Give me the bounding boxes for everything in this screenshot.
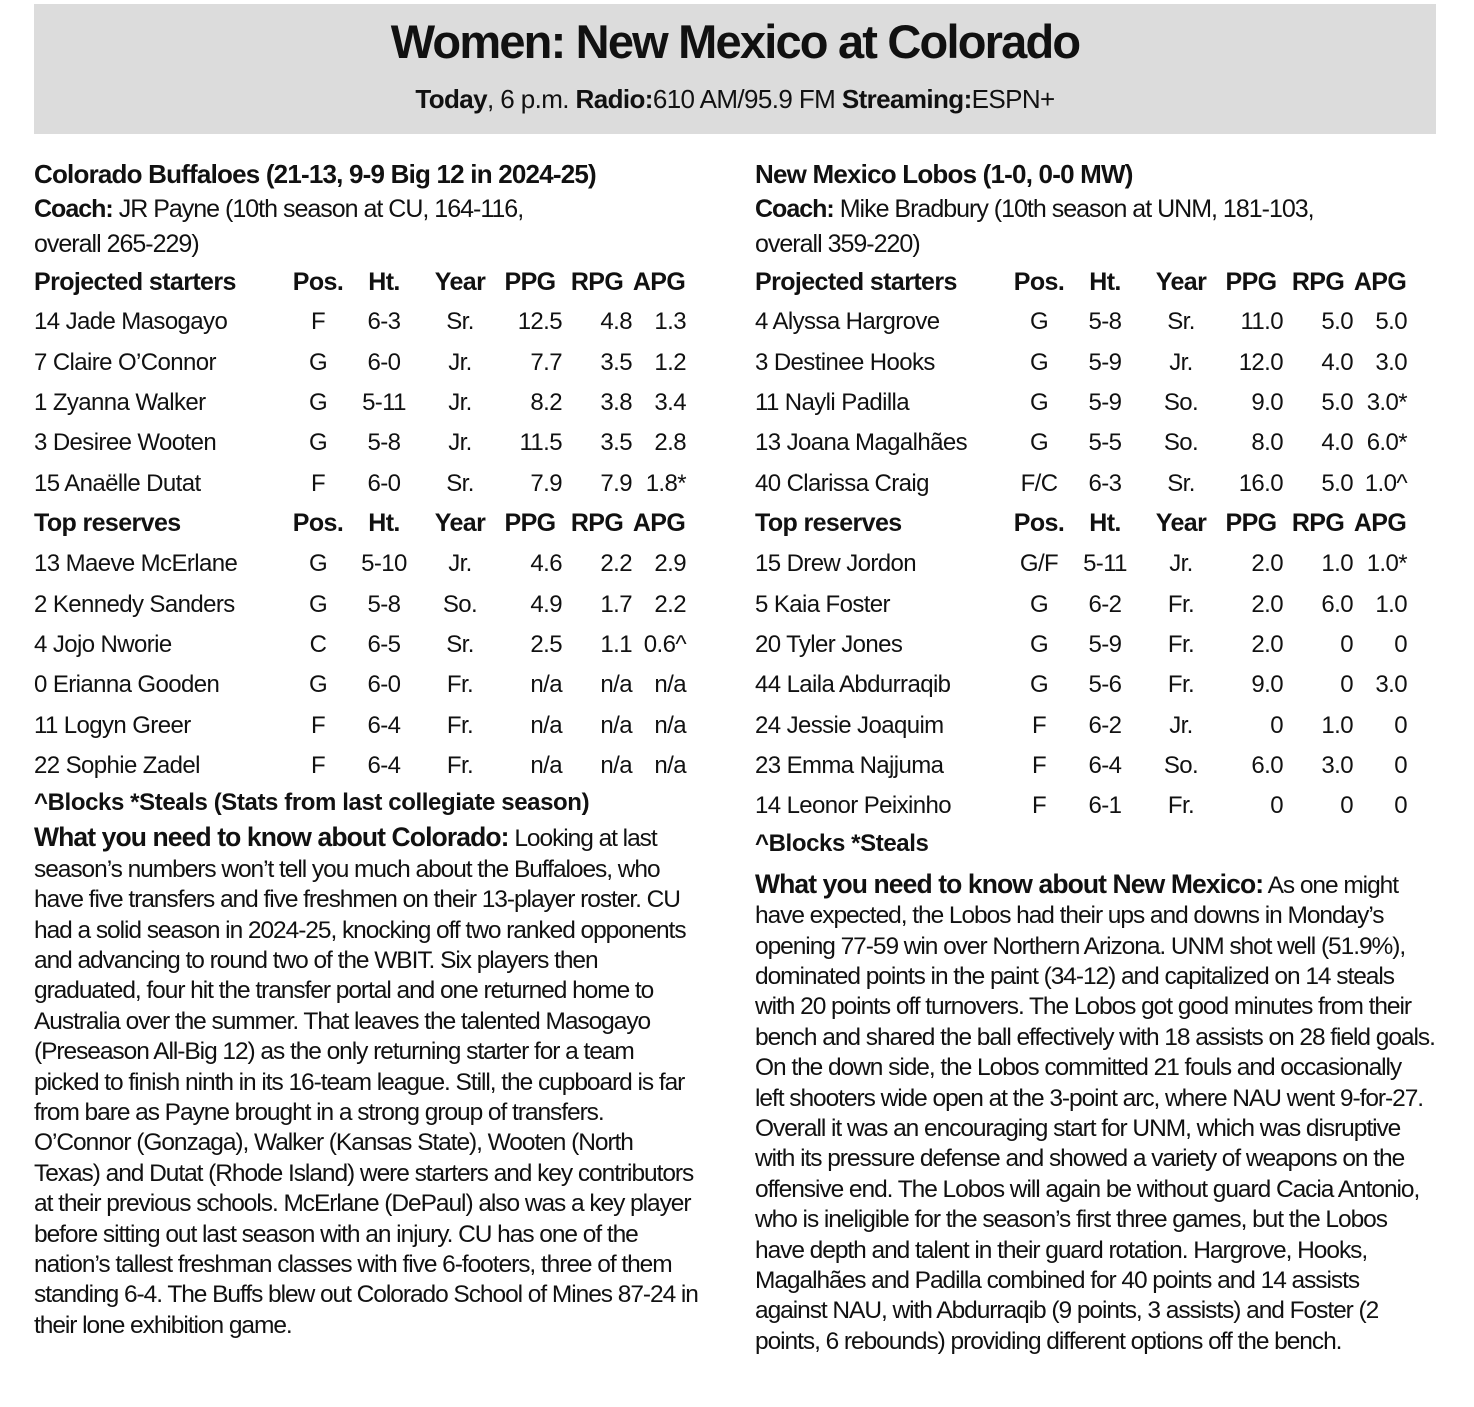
- starters-table: [755, 262, 1407, 504]
- player-row: [34, 342, 686, 382]
- column-header: PPG: [1225, 509, 1277, 538]
- apg-cell: n/a: [654, 671, 686, 699]
- column-header: PPG: [1225, 267, 1277, 296]
- apg-cell: n/a: [654, 711, 686, 739]
- position-cell: C: [309, 630, 327, 658]
- apg-cell: 0: [1394, 752, 1407, 780]
- ppg-cell: 9.0: [1251, 388, 1283, 416]
- team-heading: New Mexico Lobos (1-0, 0-0 MW): [755, 159, 1133, 189]
- rpg-cell: 0: [1340, 671, 1353, 699]
- ppg-cell: n/a: [530, 752, 562, 780]
- rpg-cell: n/a: [600, 711, 632, 739]
- column-header: Top reserves: [34, 509, 181, 538]
- coach-label: Coach:: [755, 195, 834, 223]
- player-row: [755, 544, 1407, 584]
- year-cell: So.: [442, 590, 478, 618]
- position-cell: F: [310, 308, 326, 336]
- player-name-cell: 3 Desiree Wooten: [34, 429, 217, 457]
- ppg-cell: 2.0: [1251, 630, 1283, 658]
- player-row: [755, 383, 1407, 423]
- starters-table: [34, 262, 686, 504]
- column-header: Pos.: [292, 267, 344, 296]
- year-cell: Fr.: [446, 711, 474, 739]
- player-name-cell: 13 Joana Magalhães: [755, 429, 968, 457]
- player-row: [34, 464, 686, 504]
- coach-value: Mike Bradbury (10th season at UNM, 181-103,: [839, 195, 1314, 223]
- stats-footnote: ^Blocks *Steals (Stats from last collegiate season): [34, 789, 590, 817]
- rpg-cell: 1.0: [1321, 550, 1353, 578]
- position-cell: G/F: [1019, 550, 1059, 578]
- apg-cell: 2.2: [654, 590, 686, 618]
- player-row: [755, 706, 1407, 746]
- height-cell: 6-4: [367, 711, 401, 739]
- rpg-cell: 0: [1340, 630, 1353, 658]
- broadcast-info: [34, 84, 1436, 115]
- player-row: [755, 665, 1407, 705]
- year-cell: Jr.: [448, 388, 472, 416]
- year-cell: So.: [1163, 429, 1199, 457]
- player-name-cell: 15 Drew Jordon: [755, 550, 917, 578]
- rpg-cell: n/a: [600, 671, 632, 699]
- player-name-cell: 1 Zyanna Walker: [34, 388, 206, 416]
- coach-value: JR Payne (10th season at CU, 164-116,: [118, 195, 524, 223]
- year-cell: Jr.: [1169, 711, 1193, 739]
- ppg-cell: 11.0: [1240, 308, 1283, 336]
- apg-cell: 1.0: [1375, 590, 1407, 618]
- apg-cell: 1.3: [654, 308, 686, 336]
- rpg-cell: 5.0: [1321, 388, 1353, 416]
- player-row: [34, 423, 686, 463]
- rpg-cell: 1.0: [1321, 711, 1353, 739]
- rpg-cell: 3.5: [600, 348, 632, 376]
- position-cell: G: [1029, 308, 1049, 336]
- radio-label: Radio:: [575, 84, 653, 114]
- page-title: Women: New Mexico at Colorado: [390, 15, 1080, 68]
- position-cell: G: [308, 388, 328, 416]
- height-cell: 6-4: [367, 752, 401, 780]
- ppg-cell: 8.2: [530, 388, 562, 416]
- apg-cell: 0.6^: [643, 630, 686, 658]
- ppg-cell: 16.0: [1238, 469, 1283, 497]
- position-cell: F: [310, 469, 326, 497]
- apg-cell: 1.2: [654, 348, 686, 376]
- rpg-cell: 3.0: [1321, 752, 1353, 780]
- column-header: Year: [434, 509, 486, 538]
- player-row: [755, 584, 1407, 624]
- game-header: [34, 4, 1436, 134]
- height-cell: 5-8: [367, 590, 401, 618]
- player-name-cell: 23 Emma Najjuma: [755, 752, 944, 780]
- rpg-cell: 3.8: [600, 388, 632, 416]
- player-row: [755, 625, 1407, 665]
- stats-footnote: ^Blocks *Steals: [755, 829, 929, 857]
- rpg-cell: 2.2: [600, 550, 632, 578]
- player-row: [34, 665, 686, 705]
- radio-value: 610 AM/95.9 FM: [652, 84, 836, 114]
- ppg-cell: 12.5: [517, 308, 562, 336]
- player-row: [34, 544, 686, 584]
- player-name-cell: 22 Sophie Zadel: [34, 752, 200, 780]
- apg-cell: n/a: [654, 752, 686, 780]
- apg-cell: 5.0: [1375, 308, 1407, 336]
- ppg-cell: 12.0: [1238, 348, 1283, 376]
- position-cell: F: [1031, 711, 1047, 739]
- height-cell: 5-11: [1083, 550, 1127, 578]
- column-header: APG: [1353, 509, 1407, 538]
- player-name-cell: 2 Kennedy Sanders: [34, 590, 235, 618]
- ppg-cell: 4.6: [530, 550, 562, 578]
- apg-cell: 0: [1394, 792, 1407, 820]
- year-cell: Sr.: [446, 308, 474, 336]
- year-cell: Fr.: [1167, 792, 1195, 820]
- player-name-cell: 14 Jade Masogayo: [34, 308, 228, 336]
- year-cell: Fr.: [1167, 630, 1195, 658]
- apg-cell: 2.9: [654, 550, 686, 578]
- apg-cell: 3.0: [1375, 348, 1407, 376]
- height-cell: 6-2: [1088, 711, 1122, 739]
- column-header: Ht.: [368, 267, 400, 296]
- rpg-cell: 4.0: [1321, 429, 1353, 457]
- column-header: Year: [1155, 267, 1207, 296]
- player-name-cell: 0 Erianna Gooden: [34, 671, 220, 699]
- apg-cell: 6.0*: [1366, 429, 1407, 457]
- year-cell: Fr.: [446, 671, 474, 699]
- column-header: Year: [434, 267, 486, 296]
- ppg-cell: 8.0: [1251, 429, 1283, 457]
- year-cell: So.: [1163, 388, 1199, 416]
- height-cell: 6-0: [367, 671, 401, 699]
- team-heading: Colorado Buffaloes (21-13, 9-9 Big 12 in 2024-25): [34, 159, 596, 189]
- preview-body: Looking at last season’s numbers won’t tell you much about the Buffaloes, who have five transfers and five freshmen on their 13-player roster. CU had a solid season in 2024-25, knocking off two ranked opponents and advancing to round two of the WBIT. Six players then graduated, four hit the transfer portal and one returned home to Australia over the summer. That leaves the talented Masogayo (Preseason All-Big 12) as the only returning starter for a team picked to finish ninth in its 16-team league. Still, the cupboard is far from bare as Payne brought in a strong group of transfers. O’Connor (Gonzaga), Walker (Kansas State), Wooten (North Texas) and Dutat (Rhode Island) were starters and key contributors at their previous schools. McErlane (DePaul) also was a key player before sitting out last season with an injury. CU has one of the nation’s tallest freshman classes with five 6-footers, three of them standing 6-4. The Buffs blew out Colorado School of Mines 87-24 in their lone exhibition game.: [34, 825, 698, 1339]
- position-cell: G: [1029, 590, 1049, 618]
- preview-paragraph: [755, 869, 1435, 1358]
- rpg-cell: 4.0: [1321, 348, 1353, 376]
- player-name-cell: 11 Nayli Padilla: [755, 388, 910, 416]
- ppg-cell: 2.0: [1251, 550, 1283, 578]
- position-cell: F: [310, 752, 326, 780]
- position-cell: F: [310, 711, 326, 739]
- preview-lead: What you need to know about Colorado:: [34, 822, 509, 853]
- year-cell: Jr.: [448, 550, 472, 578]
- player-row: [34, 584, 686, 624]
- height-cell: 6-0: [367, 348, 401, 376]
- coach-record: overall 265-229): [34, 230, 199, 258]
- table-header-row: [34, 262, 686, 302]
- preview-paragraph: [34, 822, 702, 1341]
- rpg-cell: 1.1: [600, 630, 632, 658]
- year-cell: Fr.: [1167, 671, 1195, 699]
- player-row: [755, 464, 1407, 504]
- player-name-cell: 5 Kaia Foster: [755, 590, 890, 618]
- when-label: Today: [415, 84, 487, 114]
- player-row: [755, 423, 1407, 463]
- player-name-cell: 13 Maeve McErlane: [34, 550, 238, 578]
- height-cell: 6-5: [367, 630, 401, 658]
- position-cell: G: [1029, 348, 1049, 376]
- apg-cell: 1.0^: [1364, 469, 1407, 497]
- height-cell: 6-0: [367, 469, 401, 497]
- player-name-cell: 14 Leonor Peixinho: [755, 792, 952, 820]
- ppg-cell: 0: [1270, 792, 1283, 820]
- player-name-cell: 20 Tyler Jones: [755, 630, 903, 658]
- position-cell: G: [1029, 388, 1049, 416]
- reserves-table: [755, 504, 1407, 827]
- year-cell: Sr.: [1167, 308, 1195, 336]
- column-header: Projected starters: [755, 267, 957, 296]
- position-cell: G: [308, 550, 328, 578]
- rpg-cell: 5.0: [1321, 469, 1353, 497]
- preview-body: As one might have expected, the Lobos had their ups and downs in Monday’s opening 77-59 win over Northern Arizona. UNM shot well (51.9%), dominated points in the paint (34-12) and capitalized on 14 steals with 20 points off turnovers. The Lobos got good minutes from their bench and shared the ball effectively with 18 assists on 28 field goals. On the down side, the Lobos committed 21 fouls and occasionally left shooters wide open at the 3-point arc, where NAU went 9-for-27. Overall it was an encouraging start for UNM, which was disruptive with its pressure defense and showed a variety of weapons on the offensive end. The Lobos will again be without guard Cacia Antonio, who is ineligible for the season’s first three games, but the Lobos have depth and talent in their guard rotation. Hargrove, Hooks, Magalhães and Padilla combined for 40 points and 14 assists against NAU, with Abdurraqib (9 points, 3 assists) and Foster (2 points, 6 rebounds) providing different options off the bench.: [755, 871, 1435, 1355]
- height-cell: 6-3: [1088, 469, 1122, 497]
- rpg-cell: 1.7: [600, 590, 632, 618]
- position-cell: F: [1031, 752, 1047, 780]
- ppg-cell: 11.5: [519, 429, 562, 457]
- player-row: [755, 342, 1407, 382]
- column-header: RPG: [1291, 267, 1345, 296]
- height-cell: 6-4: [1088, 752, 1122, 780]
- height-cell: 5-8: [367, 429, 401, 457]
- apg-cell: 1.0*: [1366, 550, 1407, 578]
- height-cell: 6-1: [1088, 792, 1122, 820]
- rpg-cell: 4.8: [600, 308, 632, 336]
- column-header: Top reserves: [755, 509, 902, 538]
- column-header: Pos.: [1013, 267, 1065, 296]
- column-header: Ht.: [1089, 267, 1121, 296]
- column-header: RPG: [570, 509, 624, 538]
- position-cell: G: [308, 671, 328, 699]
- player-row: [34, 746, 686, 786]
- column-header: PPG: [504, 509, 556, 538]
- rpg-cell: 0: [1340, 792, 1353, 820]
- position-cell: G: [308, 429, 328, 457]
- column-header: APG: [1353, 267, 1407, 296]
- position-cell: G: [308, 590, 328, 618]
- apg-cell: 3.0: [1375, 671, 1407, 699]
- year-cell: Sr.: [446, 469, 474, 497]
- height-cell: 6-3: [367, 308, 401, 336]
- rpg-cell: 5.0: [1321, 308, 1353, 336]
- table-header-row: [755, 504, 1407, 544]
- ppg-cell: 4.9: [530, 590, 562, 618]
- year-cell: Sr.: [1167, 469, 1195, 497]
- coach-record: overall 359-220): [755, 230, 920, 258]
- rpg-cell: 6.0: [1321, 590, 1353, 618]
- position-cell: F: [1031, 792, 1047, 820]
- position-cell: G: [308, 348, 328, 376]
- height-cell: 5-8: [1088, 308, 1122, 336]
- position-cell: F/C: [1020, 469, 1058, 497]
- year-cell: Fr.: [446, 752, 474, 780]
- player-name-cell: 4 Jojo Nworie: [34, 630, 172, 658]
- year-cell: Fr.: [1167, 590, 1195, 618]
- height-cell: 5-9: [1088, 388, 1122, 416]
- column-header: RPG: [570, 267, 624, 296]
- player-name-cell: 40 Clarissa Craig: [755, 469, 929, 497]
- player-name-cell: 44 Laila Abdurraqib: [755, 671, 951, 699]
- column-header: RPG: [1291, 509, 1345, 538]
- year-cell: Jr.: [448, 429, 472, 457]
- streaming-value: ESPN+: [971, 84, 1055, 114]
- ppg-cell: 0: [1270, 711, 1283, 739]
- player-row: [755, 786, 1407, 826]
- player-name-cell: 15 Anaëlle Dutat: [34, 469, 201, 497]
- rpg-cell: n/a: [600, 752, 632, 780]
- column-header: Ht.: [368, 509, 400, 538]
- player-name-cell: 24 Jessie Joaquim: [755, 711, 944, 739]
- apg-cell: 1.8*: [645, 469, 686, 497]
- height-cell: 5-6: [1088, 671, 1122, 699]
- year-cell: Jr.: [448, 348, 472, 376]
- apg-cell: 3.0*: [1366, 388, 1407, 416]
- column-header: Year: [1155, 509, 1207, 538]
- colorado-column: [34, 156, 714, 1341]
- table-header-row: [755, 262, 1407, 302]
- position-cell: G: [1029, 630, 1049, 658]
- player-name-cell: 3 Destinee Hooks: [755, 348, 935, 376]
- when-value: , 6 p.m.: [487, 84, 569, 114]
- player-name-cell: 4 Alyssa Hargrove: [755, 308, 940, 336]
- ppg-cell: 9.0: [1251, 671, 1283, 699]
- ppg-cell: 7.7: [530, 348, 562, 376]
- ppg-cell: 2.5: [530, 630, 562, 658]
- year-cell: Jr.: [1169, 348, 1193, 376]
- reserves-table: [34, 504, 686, 786]
- player-name-cell: 7 Claire O’Connor: [34, 348, 216, 376]
- height-cell: 5-9: [1088, 630, 1122, 658]
- rpg-cell: 3.5: [600, 429, 632, 457]
- year-cell: Sr.: [446, 630, 474, 658]
- apg-cell: 0: [1394, 630, 1407, 658]
- newmexico-column: [755, 156, 1445, 1357]
- player-row: [34, 383, 686, 423]
- ppg-cell: 2.0: [1251, 590, 1283, 618]
- column-header: Projected starters: [34, 267, 236, 296]
- rpg-cell: 7.9: [600, 469, 632, 497]
- column-header: Pos.: [1013, 509, 1065, 538]
- year-cell: So.: [1163, 752, 1199, 780]
- year-cell: Jr.: [1169, 550, 1193, 578]
- ppg-cell: 6.0: [1251, 752, 1283, 780]
- height-cell: 5-9: [1088, 348, 1122, 376]
- column-header: Ht.: [1089, 509, 1121, 538]
- player-name-cell: 11 Logyn Greer: [34, 711, 191, 739]
- player-row: [755, 746, 1407, 786]
- coach-label: Coach:: [34, 195, 113, 223]
- ppg-cell: 7.9: [530, 469, 562, 497]
- apg-cell: 0: [1394, 711, 1407, 739]
- position-cell: G: [1029, 671, 1049, 699]
- streaming-label: Streaming:: [841, 84, 972, 114]
- position-cell: G: [1029, 429, 1049, 457]
- column-header: APG: [632, 267, 686, 296]
- player-row: [34, 302, 686, 342]
- column-header: Pos.: [292, 509, 344, 538]
- ppg-cell: n/a: [530, 711, 562, 739]
- ppg-cell: n/a: [530, 671, 562, 699]
- column-header: PPG: [504, 267, 556, 296]
- column-header: APG: [632, 509, 686, 538]
- height-cell: 5-5: [1088, 429, 1122, 457]
- apg-cell: 3.4: [654, 388, 686, 416]
- table-header-row: [34, 504, 686, 544]
- coach-info: [755, 192, 1445, 262]
- height-cell: 6-2: [1088, 590, 1122, 618]
- apg-cell: 2.8: [654, 429, 686, 457]
- coach-info: [34, 192, 714, 262]
- player-row: [34, 706, 686, 746]
- player-row: [755, 302, 1407, 342]
- preview-lead: What you need to know about New Mexico:: [755, 868, 1264, 899]
- height-cell: 5-11: [362, 388, 406, 416]
- height-cell: 5-10: [361, 550, 407, 578]
- player-row: [34, 625, 686, 665]
